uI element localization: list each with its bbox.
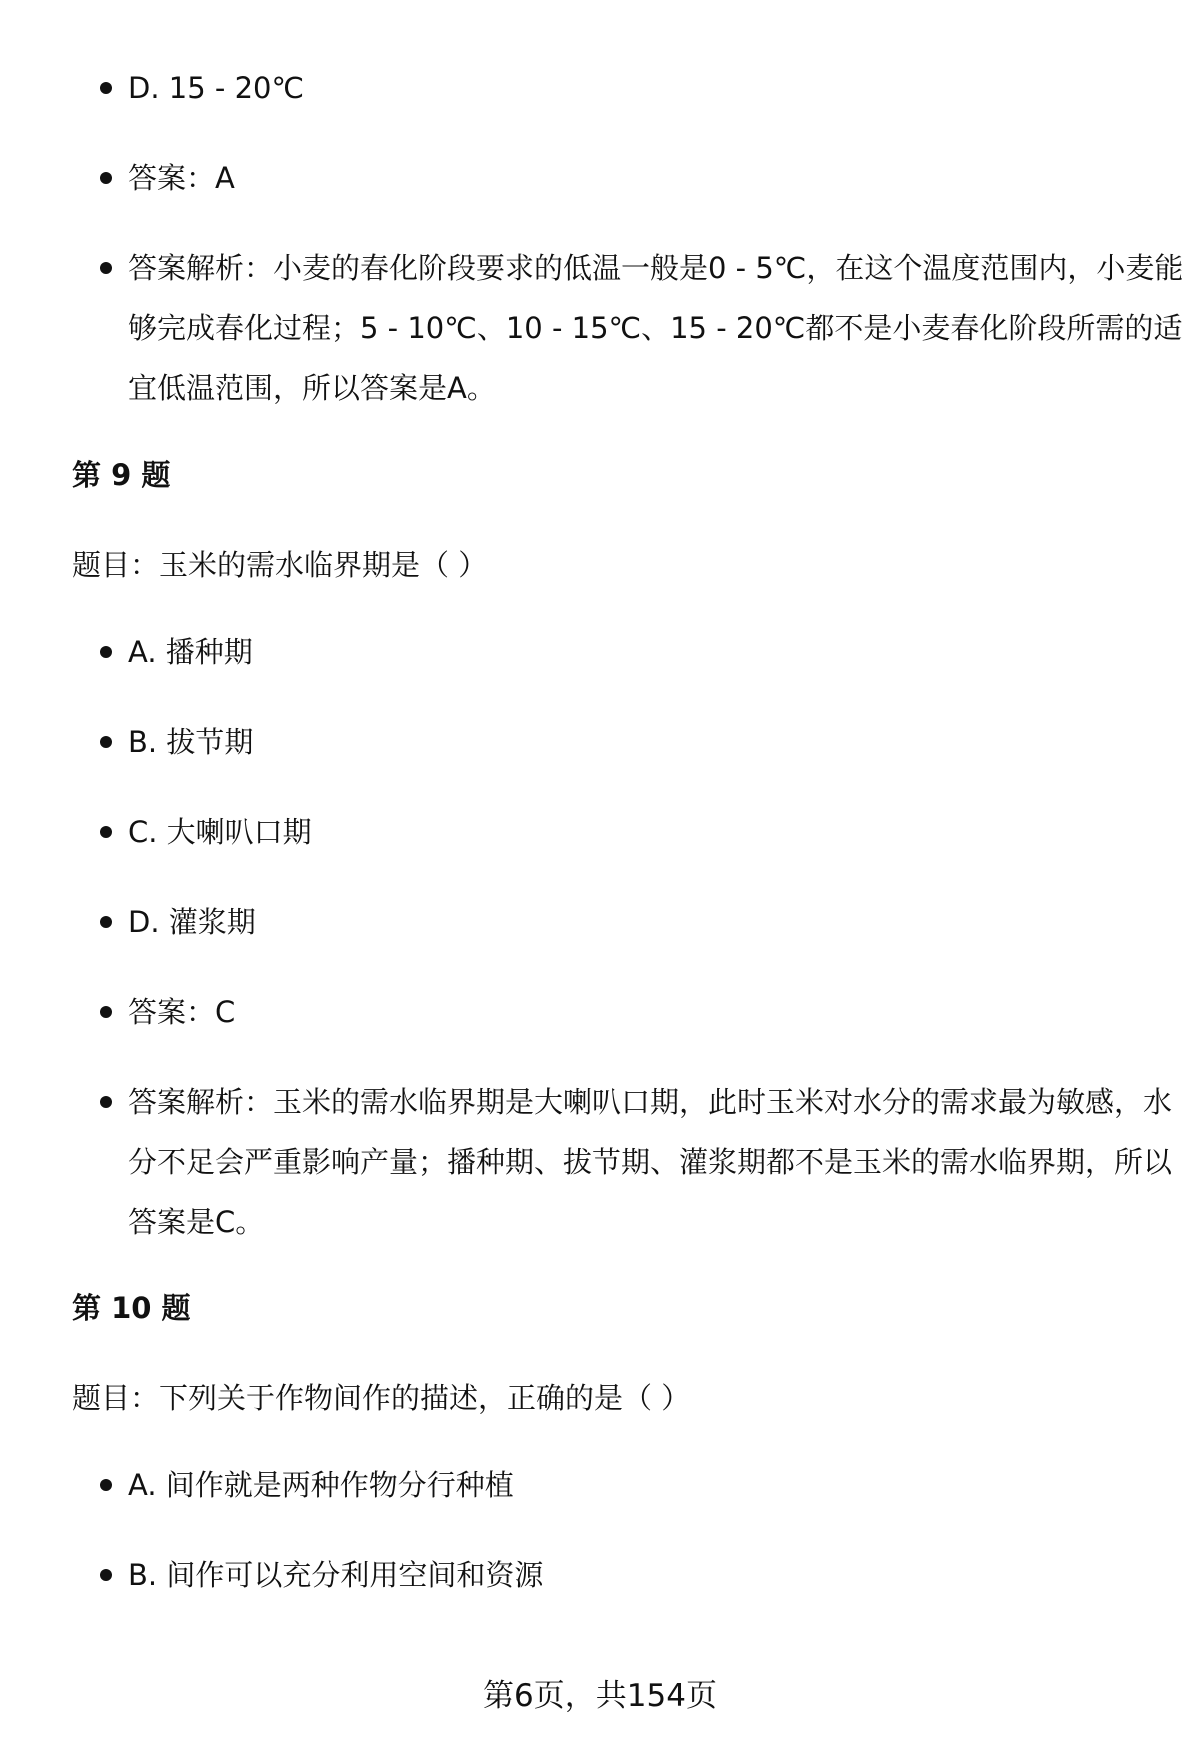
bullet-dot [100, 262, 112, 274]
option-text: D. 15 - 20℃ [128, 71, 305, 105]
explanation-prev [96, 238, 1186, 418]
bullet-dot [100, 646, 112, 658]
bullet-dot [100, 916, 112, 928]
explanation-text: 答案解析：玉米的需水临界期是大喇叭口期，此时玉米对水分的需求最为敏感，水分不足会严重影响产量；播种期、拔节期、灌浆期都不是玉米的需水临界期，所以答案是C。 [128, 1085, 1173, 1239]
question-9-heading: 第 9 题 [72, 458, 171, 492]
question-9-stem: 题目：玉米的需水临界期是（ ） [72, 548, 488, 582]
option-text: A. 间作就是两种作物分行种植 [128, 1468, 514, 1502]
option-text: B. 间作可以充分利用空间和资源 [128, 1558, 544, 1592]
q9-answer [96, 982, 1186, 1042]
q9-option-b [96, 712, 1186, 772]
q9-option-c [96, 802, 1186, 862]
q10-option-b [96, 1545, 1186, 1605]
option-text: B. 拔节期 [128, 725, 254, 759]
option-text: C. 大喇叭口期 [128, 815, 312, 849]
q9-option-d [96, 892, 1186, 952]
option-d-prev [96, 58, 1186, 118]
bullet-dot [100, 1479, 112, 1491]
bullet-dot [100, 82, 112, 94]
question-10-stem: 题目：下列关于作物间作的描述，正确的是（ ） [72, 1381, 691, 1415]
question-10-heading: 第 10 题 [72, 1291, 191, 1325]
answer-text: 答案：C [128, 995, 236, 1029]
page-number: 第6页，共154页 [483, 1678, 717, 1714]
bullet-dot [100, 736, 112, 748]
bullet-dot [100, 1006, 112, 1018]
bullet-dot [100, 1096, 112, 1108]
bullet-dot [100, 826, 112, 838]
answer-text: 答案：A [128, 161, 235, 195]
option-text: D. 灌浆期 [128, 905, 256, 939]
option-text: A. 播种期 [128, 635, 253, 669]
bullet-dot [100, 172, 112, 184]
q10-option-a [96, 1455, 1186, 1515]
answer-prev [96, 148, 1186, 208]
q9-explanation [96, 1072, 1186, 1252]
bullet-dot [100, 1569, 112, 1581]
q9-option-a [96, 622, 1186, 682]
explanation-text: 答案解析：小麦的春化阶段要求的低温一般是0 - 5℃，在这个温度范围内，小麦能够完成春化过程；5 - 10℃、10 - 15℃、15 - 20℃都不是小麦春化阶段所需的适宜低温范围，所以答案是A。 [128, 251, 1184, 405]
